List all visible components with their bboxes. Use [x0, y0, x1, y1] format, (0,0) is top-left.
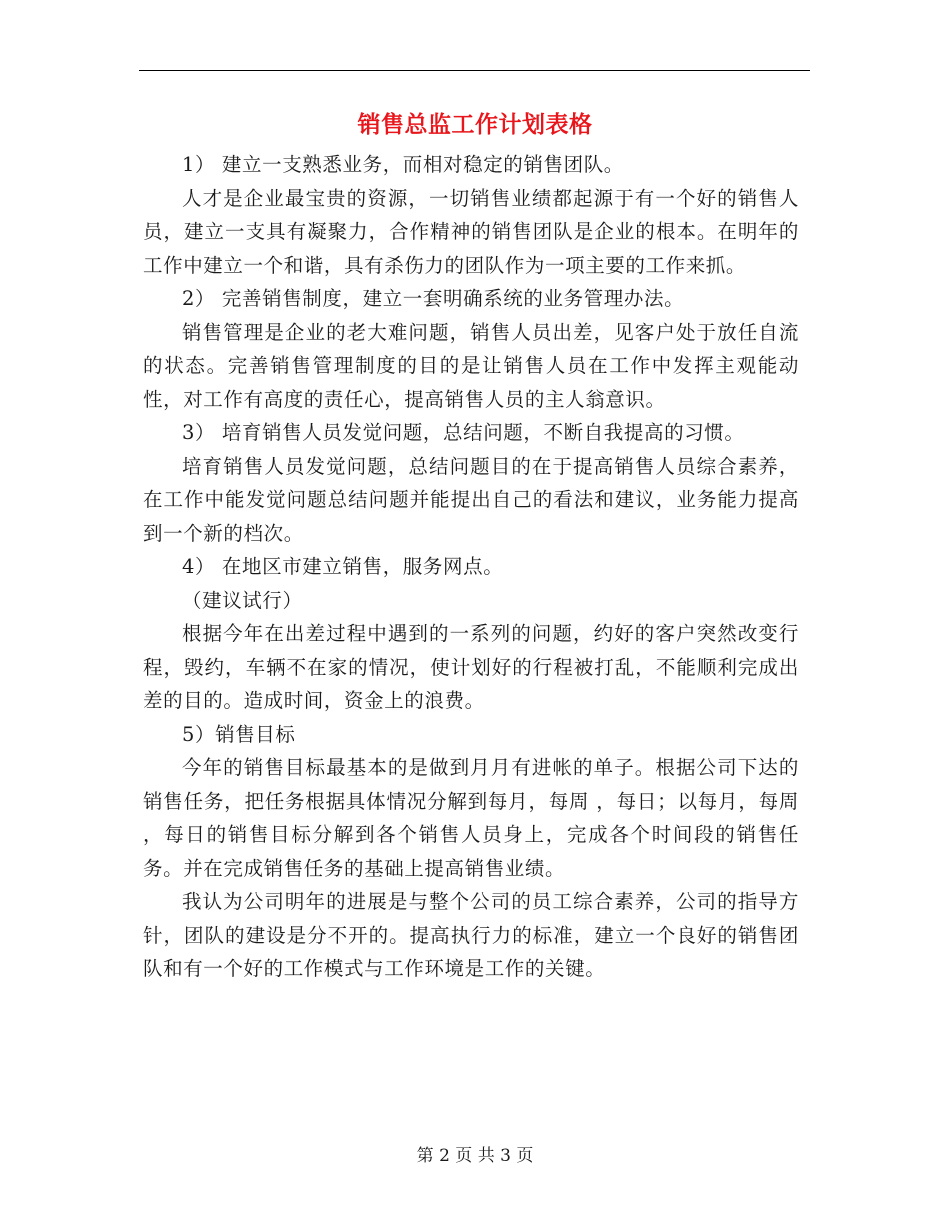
document-title: 销售总监工作计划表格: [357, 112, 593, 138]
section-heading-5: 5）销售目标: [182, 722, 296, 746]
section-heading-4: 4） 在地区市建立销售，服务网点。: [182, 555, 504, 578]
paragraph: 我认为公司明年的进展是与整个公司的员工综合素养，公司的指导方针，团队的建设是分不开的。提高执行力的标准，建立一个良好的销售团队和有一个好的工作模式与工作环境是工作的关键。: [143, 890, 799, 980]
paragraph-note: （建议试行）: [182, 588, 303, 612]
section-heading-2: 2） 完善销售制度，建立一套明确系统的业务管理办法。: [182, 287, 685, 310]
paragraph: 今年的销售目标最基本的是做到月月有进帐的单子。根据公司下达的销售任务，把任务根据具体情况分解到每月，每周 ，每日；以每月，每周 ，每日的销售目标分解到各个销售人员身上，完成各个时间段的销售任务。并在完成销售任务的基础上提高销售业绩。: [143, 756, 799, 880]
paragraph: 培育销售人员发觉问题，总结问题目的在于提高销售人员综合素养，在工作中能发觉问题总结问题并能提出自己的看法和建议，业务能力提高到一个新的档次。: [143, 454, 799, 545]
paragraph: 人才是企业最宝贵的资源，一切销售业绩都起源于有一个好的销售人员，建立一支具有凝聚力，合作精神的销售团队是企业的根本。在明年的工作中建立一个和谐，具有杀伤力的团队作为一项主要的工作来抓。: [143, 186, 799, 277]
page-number-footer: 第 2 页 共 3 页: [416, 1146, 534, 1166]
paragraph: 根据今年在出差过程中遇到的一系列的问题，约好的客户突然改变行程，毁约，车辆不在家的情况，使计划好的行程被打乱，不能顺利完成出差的目的。造成时间，资金上的浪费。: [143, 622, 799, 712]
paragraph: 销售管理是企业的老大难问题，销售人员出差，见客户处于放任自流的状态。完善销售管理制度的目的是让销售人员在工作中发挥主观能动性，对工作有高度的责任心，提高销售人员的主人翁意识。: [143, 320, 799, 411]
document-body: [143, 148, 799, 986]
section-heading-1: 1） 建立一支熟悉业务，而相对稳定的销售团队。: [182, 153, 624, 176]
header-rule: [139, 70, 810, 71]
section-heading-3: 3） 培育销售人员发觉问题，总结问题，不断自我提高的习惯。: [182, 421, 745, 444]
